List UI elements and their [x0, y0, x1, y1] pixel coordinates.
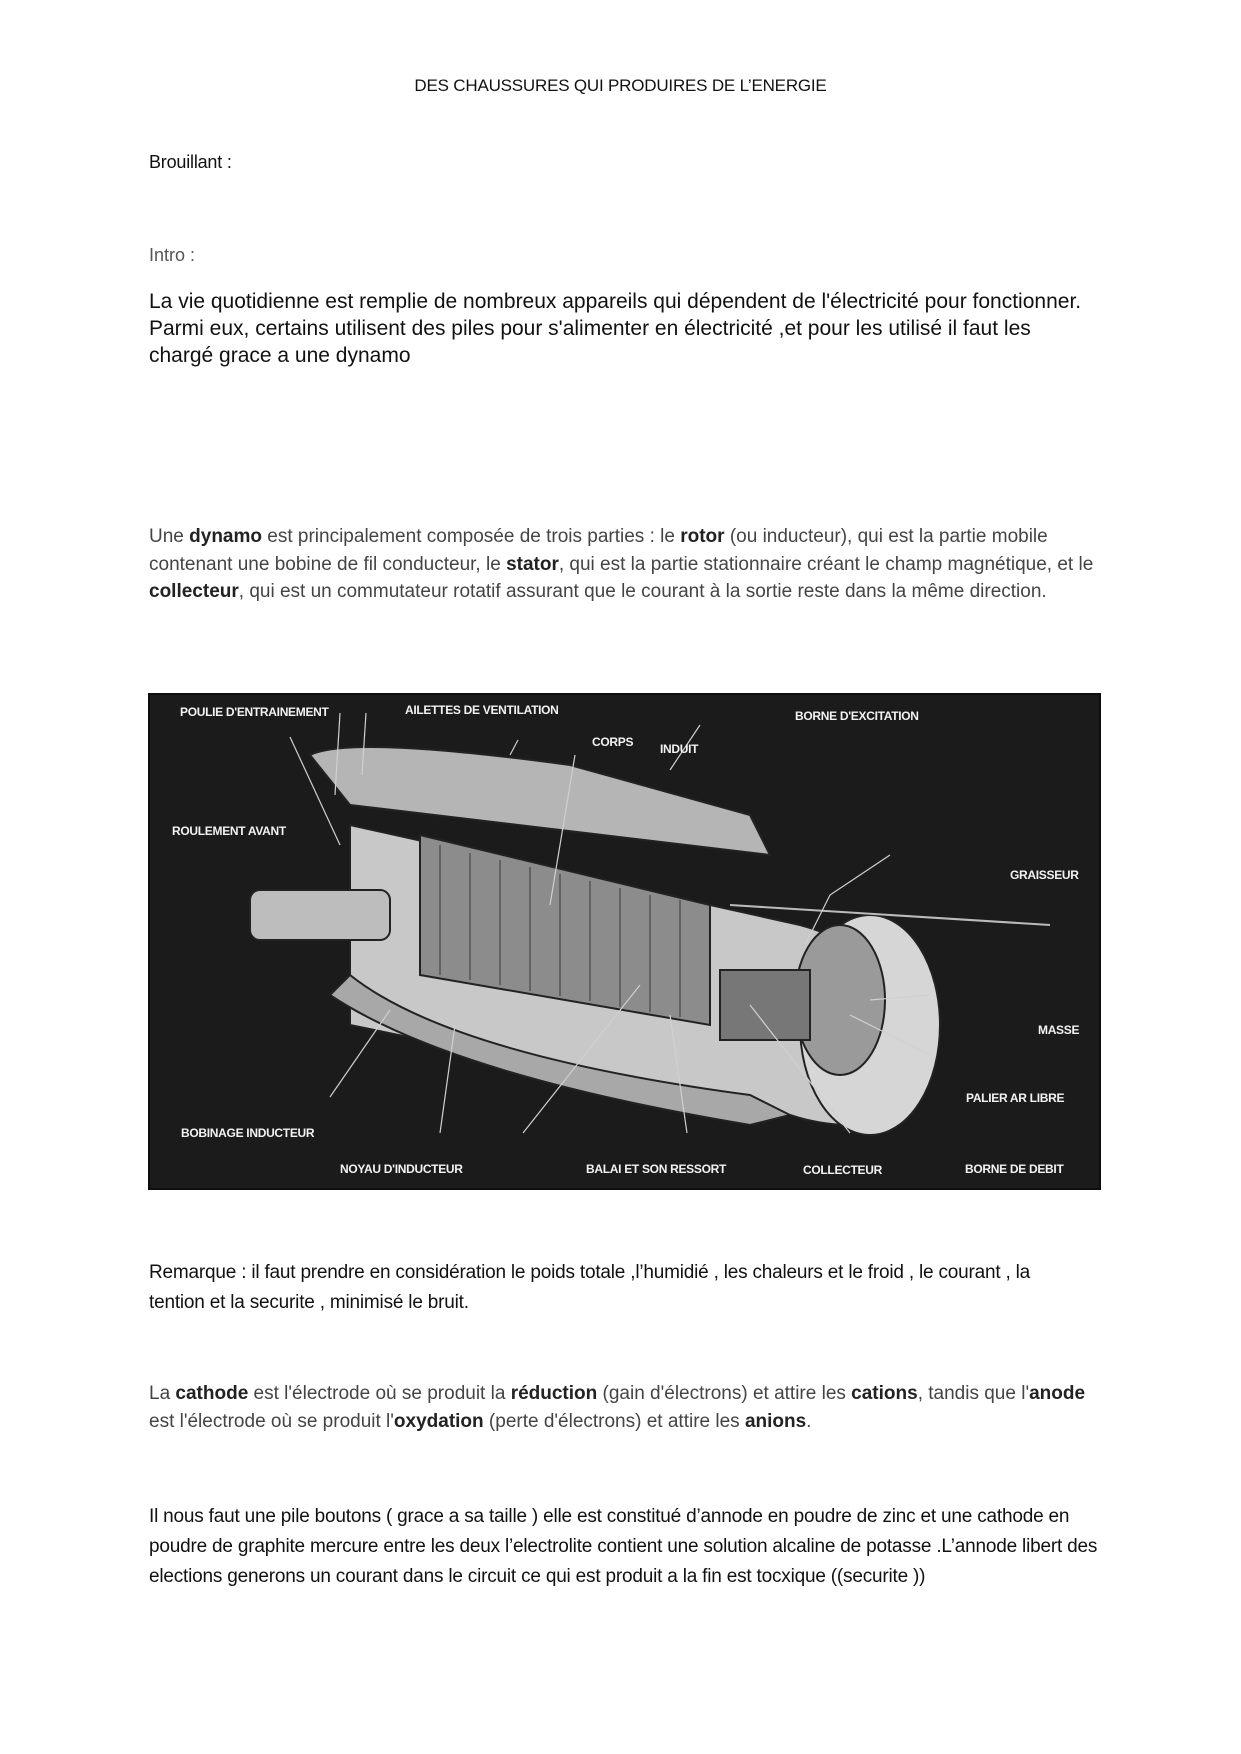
text: , qui est un commutateur rotatif assurant que le courant à la sortie reste dans la même direction.	[238, 581, 1047, 602]
text: , qui est la partie stationnaire créant le champ magnétique, et le	[558, 553, 1094, 575]
term-rotor: rotor	[680, 526, 725, 547]
text: La	[149, 1383, 176, 1404]
term-oxydation: oxydation	[393, 1410, 484, 1432]
text: , tandis que l'	[917, 1383, 1030, 1404]
term-dynamo: dynamo	[189, 526, 262, 547]
label-borne-debit: BORNE DE DEBIT	[965, 1162, 1064, 1176]
text: est principalement composée de trois parties : le	[262, 526, 681, 547]
term-stator: stator	[506, 553, 559, 575]
text: .	[806, 1410, 812, 1432]
term-anode: anode	[1029, 1383, 1086, 1404]
intro-paragraph: La vie quotidienne est remplie de nombreux appareils qui dépendent de l'électricité pour fonctionner. Parmi eux, certains utilisent des piles pour s'alimenter en électricité ,et pour les utilisé il faut les chargé grace a une dynamo	[149, 290, 1082, 367]
text: est l'électrode où se produit la	[248, 1383, 511, 1404]
label-borne-excitation: BORNE D'EXCITATION	[795, 709, 919, 723]
pile-paragraph: Il nous faut une pile boutons ( grace a sa taille ) elle est constitué d’annode en poudre de zinc et une cathode en poudre de graphite mercure entre les deux l’electrolite contient une solution alcaline de potasse .L’annode libert des elections generons un courant dans le circuit ce qui est produit a la fin est tocxique ((securite ))	[149, 1506, 1098, 1587]
dynamo-illustration	[150, 695, 1101, 1190]
text: est l'électrode où se produit l'	[149, 1410, 394, 1432]
label-corps: CORPS	[592, 735, 634, 749]
term-collecteur: collecteur	[149, 581, 239, 602]
electrodes-paragraph	[149, 1380, 1109, 1435]
label-palier: PALIER AR LIBRE	[966, 1091, 1065, 1105]
label-collecteur: COLLECTEUR	[803, 1163, 882, 1177]
remarque-paragraph: Remarque : il faut prendre en considération le poids totale ,l’humidié , les chaleurs et le froid , le courant , la tention et la securite , minimisé le bruit.	[149, 1262, 1031, 1313]
term-cathode: cathode	[175, 1383, 249, 1404]
term-anions: anions	[744, 1410, 807, 1432]
label-masse: MASSE	[1038, 1023, 1080, 1037]
dynamo-diagram	[148, 693, 1101, 1190]
intro-label: Intro :	[149, 245, 196, 265]
label-graisseur: GRAISSEUR	[1010, 868, 1079, 882]
text: (gain d'électrons) et attire les	[597, 1383, 852, 1404]
dynamo-paragraph	[149, 523, 1099, 606]
term-cations: cations	[851, 1383, 918, 1404]
label-ailettes: AILETTES DE VENTILATION	[405, 703, 559, 717]
label-induit: INDUIT	[660, 742, 699, 756]
label-roulement: ROULEMENT AVANT	[172, 824, 286, 838]
label-bobinage: BOBINAGE INDUCTEUR	[181, 1126, 315, 1140]
document-title: DES CHAUSSURES QUI PRODUIRES DE L’ENERGIE	[414, 76, 827, 95]
text: (ou inducteur), qui est la partie mobile contenant une bobine de fil conducteur, le	[149, 526, 1048, 575]
brouillant-label: Brouillant :	[149, 152, 232, 172]
text: (perte d'électrons) et attire les	[483, 1410, 745, 1432]
text: Une	[149, 526, 190, 547]
label-balai: BALAI ET SON RESSORT	[586, 1162, 727, 1176]
label-poulie: POULIE D'ENTRAINEMENT	[180, 705, 329, 719]
label-noyau: NOYAU D'INDUCTEUR	[340, 1162, 463, 1176]
term-reduction: réduction	[510, 1383, 598, 1404]
